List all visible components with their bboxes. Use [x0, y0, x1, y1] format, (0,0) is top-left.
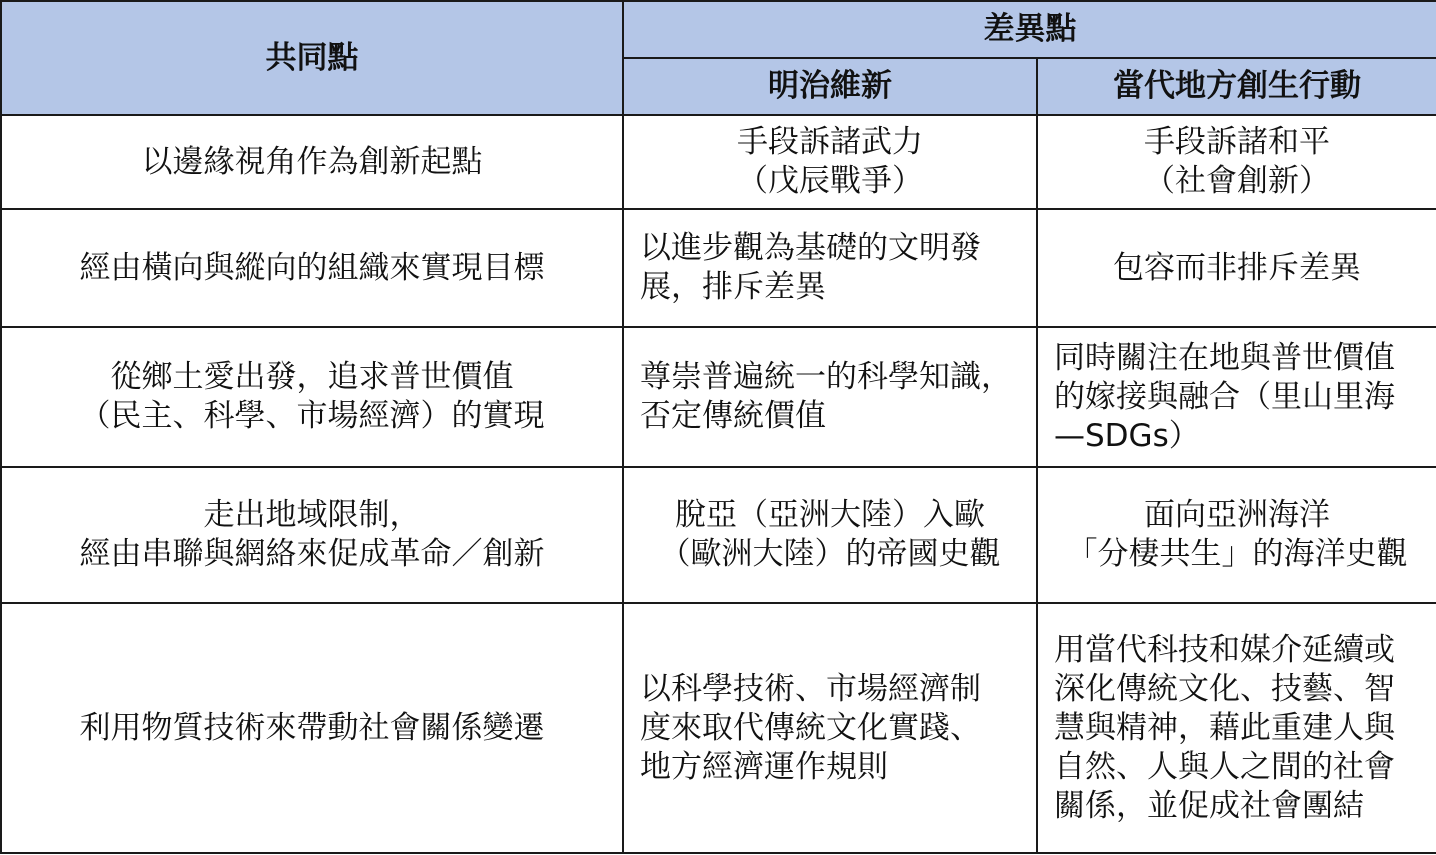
- cell-text-line: 關係，並促成社會團結: [1054, 787, 1364, 824]
- header-contemporary: [1037, 58, 1436, 115]
- cell-text-line: 深化傳統文化、技藝、智: [1054, 670, 1395, 707]
- cell-text-line: 展，排斥差異: [640, 269, 826, 305]
- cell-text-line: （歐洲大陸）的帝國史觀: [659, 536, 1001, 572]
- table-row: [1, 115, 1436, 209]
- cell-text-line: 脫亞（亞洲大陸）入歐: [675, 497, 985, 533]
- header-meiji: [623, 58, 1037, 115]
- cell-common: [1, 603, 623, 853]
- cell-meiji: [623, 327, 1037, 467]
- cell-text-line: 走出地域限制，: [203, 497, 421, 533]
- header-differences: [623, 1, 1436, 58]
- cell-text-line: —SDGs）: [1054, 417, 1200, 454]
- cell-common: [1, 467, 623, 603]
- cell-text-line: （民主、科學、市場經濟）的實現: [79, 398, 545, 434]
- cell-text-line: 否定傳統價值: [640, 398, 826, 434]
- cell-common: [1, 209, 623, 327]
- cell-text-line: 用當代科技和媒介延續或: [1054, 631, 1395, 668]
- header-row-top: [1, 1, 1436, 58]
- cell-meiji: [623, 115, 1037, 209]
- cell-text-line: 慧與精神，藉此重建人與: [1054, 709, 1395, 746]
- cell-text-line: 經由串聯與網絡來促成革命／創新: [79, 536, 545, 572]
- cell-text-line: 面向亞洲海洋: [1144, 497, 1330, 533]
- cell-contemporary: [1037, 209, 1436, 327]
- cell-text-line: 尊崇普遍統一的科學知識，: [640, 359, 1012, 395]
- cell-common: [1, 327, 623, 467]
- cell-common: [1, 115, 623, 209]
- cell-text-line: 以邊緣視角作為創新起點: [141, 143, 483, 180]
- cell-contemporary: [1037, 327, 1436, 467]
- cell-meiji: [623, 603, 1037, 853]
- cell-text-line: 經由橫向與縱向的組織來實現目標: [79, 249, 545, 286]
- header-common: [1, 1, 623, 115]
- cell-text-line: 的嫁接與融合（里山里海: [1054, 378, 1395, 415]
- cell-text-line: 「分棲共生」的海洋史觀: [1066, 536, 1408, 572]
- table-row: [1, 603, 1436, 853]
- cell-contemporary: [1037, 467, 1436, 603]
- cell-text-line: （戊辰戰爭）: [737, 163, 923, 199]
- cell-text-line: 自然、人與人之間的社會: [1054, 748, 1395, 785]
- table-row: [1, 209, 1436, 327]
- cell-text-line: 利用物質技術來帶動社會關係變遷: [79, 709, 545, 746]
- cell-contemporary: [1037, 603, 1436, 853]
- header-contemporary-label: 當代地方創生行動: [1113, 68, 1361, 104]
- cell-text-line: 以進步觀為基礎的文明發: [640, 230, 981, 266]
- table-row: [1, 467, 1436, 603]
- cell-contemporary: [1037, 115, 1436, 209]
- cell-text-line: 同時關注在地與普世價值: [1054, 339, 1395, 376]
- table-row: [1, 327, 1436, 467]
- cell-text-line: 手段訴諸和平: [1144, 124, 1330, 160]
- cell-text-line: 手段訴諸武力: [737, 124, 923, 160]
- header-differences-label: 差異點: [983, 11, 1077, 47]
- cell-text-line: 以科學技術、市場經濟制: [640, 670, 981, 707]
- cell-text-line: 從鄉土愛出發，追求普世價值: [110, 359, 514, 395]
- cell-text-line: （社會創新）: [1144, 163, 1330, 199]
- cell-text-line: 包容而非排斥差異: [1113, 249, 1361, 286]
- cell-text-line: 地方經濟運作規則: [640, 748, 888, 785]
- header-meiji-label: 明治維新: [768, 68, 892, 104]
- cell-meiji: [623, 209, 1037, 327]
- cell-meiji: [623, 467, 1037, 603]
- cell-text-line: 度來取代傳統文化實踐、: [640, 709, 981, 746]
- header-common-label: 共同點: [265, 39, 359, 76]
